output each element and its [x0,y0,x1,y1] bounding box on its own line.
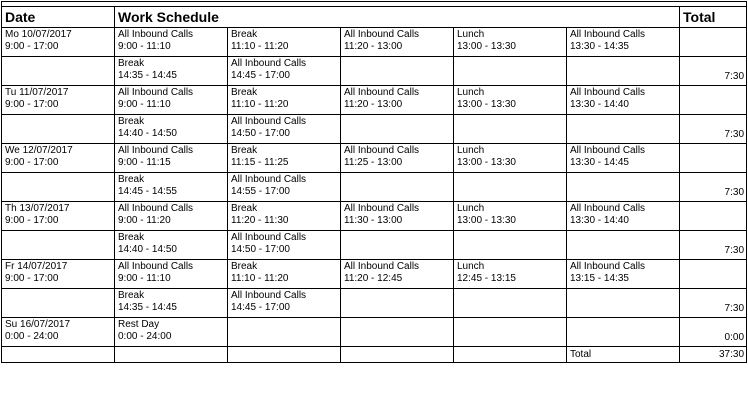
activity-name: All Inbound Calls [344,261,420,272]
activity-time: 11:30 - 13:00 [344,215,403,226]
empty-footer-cell [2,347,115,363]
activity-name: All Inbound Calls [570,145,646,156]
empty-footer-cell [454,347,567,363]
day-date: We 12/07/2017 [5,145,73,156]
schedule-entry-cell [341,28,454,57]
schedule-entry-cell [115,115,228,144]
empty-date-cell [2,173,115,202]
activity-time: 14:40 - 14:50 [118,244,177,255]
activity-name: All Inbound Calls [231,58,307,69]
activity-name: All Inbound Calls [118,203,194,214]
work-schedule-column-header: Work Schedule [115,7,680,28]
activity-name: Break [231,145,258,156]
schedule-entry-cell [115,28,228,57]
day-hours: 0:00 - 24:00 [5,331,59,342]
activity-time: 14:45 - 17:00 [231,302,290,313]
activity-time: 14:35 - 14:45 [118,302,177,313]
schedule-entry-cell [454,202,567,231]
activity-time: 13:30 - 14:45 [570,157,629,168]
activity-name: All Inbound Calls [570,87,646,98]
activity-time: 13:00 - 13:30 [457,157,516,168]
schedule-entry-cell [228,173,341,202]
day-row [2,202,747,231]
schedule-entry-cell [567,260,680,289]
activity-name: All Inbound Calls [344,145,420,156]
schedule-entry-cell [115,144,228,173]
activity-name: All Inbound Calls [344,203,420,214]
empty-entry-cell [567,289,680,318]
activity-name: All Inbound Calls [344,87,420,98]
day-hours: 9:00 - 17:00 [5,41,59,52]
activity-time: 13:30 - 14:40 [570,99,629,110]
activity-name: Break [118,58,145,69]
activity-time: 13:00 - 13:30 [457,99,516,110]
schedule-entry-cell [454,28,567,57]
empty-entry-cell [341,173,454,202]
date-cell [2,28,115,57]
activity-name: All Inbound Calls [231,290,307,301]
activity-time: 14:50 - 17:00 [231,128,290,139]
empty-entry-cell [567,173,680,202]
day-total-cell: 7:30 [680,173,747,202]
day-continuation-row [2,173,747,202]
empty-entry-cell [454,318,567,347]
activity-time: 11:20 - 13:00 [344,99,403,110]
date-cell [2,144,115,173]
date-cell [2,202,115,231]
activity-time: 11:20 - 13:00 [344,41,403,52]
schedule-entry-cell [228,260,341,289]
header-row [2,7,747,28]
empty-date-cell [2,57,115,86]
activity-time: 0:00 - 24:00 [118,331,172,342]
empty-entry-cell [454,289,567,318]
activity-time: 9:00 - 11:10 [118,273,171,284]
schedule-entry-cell [341,260,454,289]
activity-time: 13:00 - 13:30 [457,215,516,226]
schedule-entry-cell [341,144,454,173]
activity-time: 11:10 - 11:20 [231,41,289,52]
activity-time: 11:10 - 11:20 [231,99,289,110]
day-total-cell: 7:30 [680,57,747,86]
day-hours: 9:00 - 17:00 [5,273,59,284]
activity-name: Lunch [457,203,485,214]
day-total-cell: 7:30 [680,231,747,260]
schedule-entry-cell [567,86,680,115]
activity-time: 14:55 - 17:00 [231,186,290,197]
activity-time: 11:20 - 11:30 [231,215,289,226]
day-hours: 9:00 - 17:00 [5,157,59,168]
schedule-entry-cell [228,289,341,318]
empty-entry-cell [341,231,454,260]
activity-name: All Inbound Calls [344,29,420,40]
day-row [2,144,747,173]
work-schedule-table [1,1,747,363]
schedule-entry-cell [115,231,228,260]
day-row [2,260,747,289]
activity-name: Rest Day [118,319,160,330]
empty-date-cell [2,289,115,318]
activity-name: Break [118,116,145,127]
date-cell [2,318,115,347]
empty-entry-cell [567,57,680,86]
activity-name: All Inbound Calls [118,261,194,272]
activity-time: 14:50 - 17:00 [231,244,290,255]
schedule-entry-cell [567,28,680,57]
total-column-header: Total [680,7,747,28]
activity-time: 9:00 - 11:10 [118,99,171,110]
activity-time: 11:25 - 13:00 [344,157,403,168]
day-date: Fr 14/07/2017 [5,261,68,272]
schedule-entry-cell [228,115,341,144]
date-cell [2,86,115,115]
day-total-cell: 0:00 [680,318,747,347]
activity-name: Break [231,29,258,40]
schedule-entry-cell [115,289,228,318]
activity-name: All Inbound Calls [570,29,646,40]
empty-footer-cell [228,347,341,363]
day-row [2,28,747,57]
activity-time: 11:20 - 12:45 [344,273,403,284]
activity-name: Break [118,232,145,243]
schedule-entry-cell [228,144,341,173]
activity-name: All Inbound Calls [231,116,307,127]
day-continuation-row [2,289,747,318]
schedule-entry-cell [115,260,228,289]
activity-name: Break [231,203,258,214]
schedule-entry-cell [567,202,680,231]
day-continuation-row [2,115,747,144]
activity-time: 13:00 - 13:30 [457,41,516,52]
day-date: Tu 11/07/2017 [5,87,69,98]
empty-entry-cell [454,231,567,260]
empty-entry-cell [567,115,680,144]
day-total-cell: 7:30 [680,115,747,144]
day-date: Mo 10/07/2017 [5,29,72,40]
activity-time: 11:10 - 11:20 [231,273,289,284]
activity-time: 13:30 - 14:35 [570,41,629,52]
rest-day-row [2,318,747,347]
schedule-entry-cell [567,144,680,173]
empty-entry-cell [454,115,567,144]
schedule-entry-cell [454,260,567,289]
empty-entry-cell [454,173,567,202]
activity-name: Break [231,261,258,272]
activity-time: 14:45 - 14:55 [118,186,177,197]
schedule-entry-cell [228,57,341,86]
empty-entry-cell [454,57,567,86]
activity-name: Lunch [457,261,485,272]
day-date: Th 13/07/2017 [5,203,70,214]
total-cell [680,144,747,173]
empty-entry-cell [341,318,454,347]
activity-name: Lunch [457,87,485,98]
grand-total-row [2,347,747,363]
activity-name: All Inbound Calls [231,174,307,185]
activity-time: 12:45 - 13:15 [457,273,516,284]
schedule-entry-cell [115,173,228,202]
empty-footer-cell [341,347,454,363]
schedule-entry-cell [228,231,341,260]
empty-entry-cell [341,57,454,86]
grand-total-value: 37:30 [680,347,747,363]
activity-time: 14:40 - 14:50 [118,128,177,139]
day-hours: 9:00 - 17:00 [5,99,59,110]
activity-name: All Inbound Calls [231,232,307,243]
activity-time: 9:00 - 11:20 [118,215,171,226]
day-continuation-row [2,231,747,260]
activity-time: 13:15 - 14:35 [570,273,629,284]
activity-time: 9:00 - 11:15 [118,157,171,168]
schedule-entry-cell [228,86,341,115]
date-cell [2,260,115,289]
activity-name: All Inbound Calls [118,145,194,156]
schedule-entry-cell [454,144,567,173]
total-cell [680,86,747,115]
activity-time: 11:15 - 11:25 [231,157,289,168]
empty-entry-cell [567,318,680,347]
activity-name: Lunch [457,29,485,40]
schedule-entry-cell [341,86,454,115]
day-total-cell: 7:30 [680,289,747,318]
activity-name: Lunch [457,145,485,156]
empty-footer-cell [115,347,228,363]
day-continuation-row [2,57,747,86]
empty-date-cell [2,231,115,260]
total-cell [680,202,747,231]
activity-name: All Inbound Calls [118,87,194,98]
empty-date-cell [2,115,115,144]
date-column-header: Date [2,7,115,28]
empty-entry-cell [567,231,680,260]
schedule-entry-cell [454,86,567,115]
activity-time: 14:45 - 17:00 [231,70,290,81]
activity-name: Break [231,87,258,98]
activity-name: All Inbound Calls [570,203,646,214]
total-cell [680,28,747,57]
schedule-entry-cell [228,28,341,57]
day-date: Su 16/07/2017 [5,319,71,330]
schedule-entry-cell [115,86,228,115]
activity-time: 14:35 - 14:45 [118,70,177,81]
empty-entry-cell [341,115,454,144]
schedule-entry-cell [341,202,454,231]
activity-name: All Inbound Calls [118,29,194,40]
schedule-entry-cell [115,318,228,347]
day-row [2,86,747,115]
empty-entry-cell [341,289,454,318]
schedule-entry-cell [228,202,341,231]
activity-name: All Inbound Calls [570,261,646,272]
grand-total-label: Total [567,347,680,363]
activity-time: 13:30 - 14:40 [570,215,629,226]
total-cell [680,260,747,289]
schedule-entry-cell [115,57,228,86]
activity-name: Break [118,290,145,301]
day-hours: 9:00 - 17:00 [5,215,59,226]
activity-time: 9:00 - 11:10 [118,41,171,52]
activity-name: Break [118,174,145,185]
empty-entry-cell [228,318,341,347]
schedule-entry-cell [115,202,228,231]
